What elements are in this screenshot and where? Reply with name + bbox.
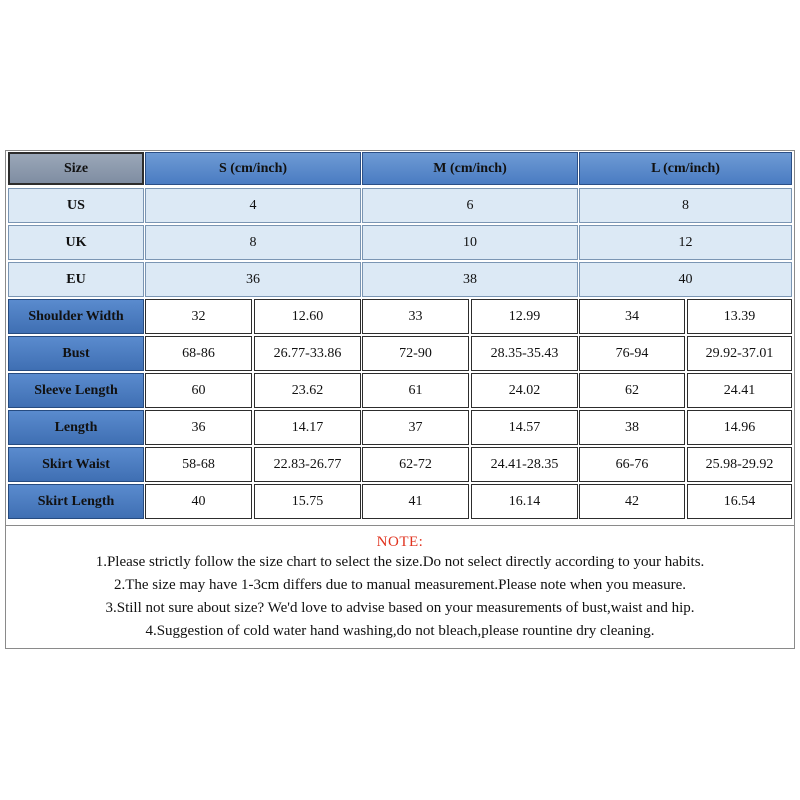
table-cell: 62-72 <box>362 447 469 482</box>
table-cell: 26.77-33.86 <box>254 336 361 371</box>
eu-l: 40 <box>579 262 792 297</box>
table-cell: 24.41-28.35 <box>471 447 578 482</box>
table-cell: 16.54 <box>687 484 792 519</box>
table-cell: 37 <box>362 410 469 445</box>
row-label-shoulder-width: Shoulder Width <box>8 299 144 334</box>
header-m: M (cm/inch) <box>362 152 578 185</box>
table-cell: 33 <box>362 299 469 334</box>
table-cell: 32 <box>145 299 252 334</box>
table-cell: 66-76 <box>579 447 685 482</box>
us-s: 4 <box>145 188 361 223</box>
size-chart <box>5 150 795 649</box>
header-l: L (cm/inch) <box>579 152 792 185</box>
uk-l: 12 <box>579 225 792 260</box>
table-cell: 60 <box>145 373 252 408</box>
header-s: S (cm/inch) <box>145 152 361 185</box>
row-label-sleeve-length: Sleeve Length <box>8 373 144 408</box>
row-label-bust: Bust <box>8 336 144 371</box>
note-line-3: 3.Still not sure about size? We'd love to advise based on your measurements of bust,waist and hip. <box>105 600 695 616</box>
table-cell: 28.35-35.43 <box>471 336 578 371</box>
table-cell: 13.39 <box>687 299 792 334</box>
table-cell: 14.57 <box>471 410 578 445</box>
note-line-1: 1.Please strictly follow the size chart to select the size.Do not select directly according to your habits. <box>95 554 705 570</box>
table-cell: 16.14 <box>471 484 578 519</box>
us-l: 8 <box>579 188 792 223</box>
row-label-length: Length <box>8 410 144 445</box>
table-cell: 23.62 <box>254 373 361 408</box>
table-cell: 12.60 <box>254 299 361 334</box>
note-title: NOTE: <box>376 534 424 550</box>
table-cell: 24.41 <box>687 373 792 408</box>
table-cell: 72-90 <box>362 336 469 371</box>
header-size: Size <box>8 152 144 185</box>
row-label-skirt-waist: Skirt Waist <box>8 447 144 482</box>
row-label-skirt-length: Skirt Length <box>8 484 144 519</box>
table-cell: 41 <box>362 484 469 519</box>
table-cell: 12.99 <box>471 299 578 334</box>
row-label-us: US <box>8 188 144 223</box>
table-cell: 24.02 <box>471 373 578 408</box>
table-cell: 68-86 <box>145 336 252 371</box>
table-cell: 62 <box>579 373 685 408</box>
row-label-eu: EU <box>8 262 144 297</box>
table-cell: 76-94 <box>579 336 685 371</box>
table-cell: 29.92-37.01 <box>687 336 792 371</box>
row-label-uk: UK <box>8 225 144 260</box>
us-m: 6 <box>362 188 578 223</box>
table-cell: 22.83-26.77 <box>254 447 361 482</box>
table-cell: 34 <box>579 299 685 334</box>
table-cell: 15.75 <box>254 484 361 519</box>
table-cell: 61 <box>362 373 469 408</box>
uk-s: 8 <box>145 225 361 260</box>
note-line-2: 2.The size may have 1-3cm differs due to manual measurement.Please note when you measure. <box>113 577 687 593</box>
table-cell: 42 <box>579 484 685 519</box>
table-cell: 14.17 <box>254 410 361 445</box>
table-cell: 40 <box>145 484 252 519</box>
uk-m: 10 <box>362 225 578 260</box>
eu-s: 36 <box>145 262 361 297</box>
table-cell: 58-68 <box>145 447 252 482</box>
table-cell: 14.96 <box>687 410 792 445</box>
notes-panel <box>6 525 794 649</box>
table-cell: 25.98-29.92 <box>687 447 792 482</box>
table-cell: 36 <box>145 410 252 445</box>
eu-m: 38 <box>362 262 578 297</box>
note-line-4: 4.Suggestion of cold water hand washing,do not bleach,please rountine dry cleaning. <box>145 623 655 639</box>
table-cell: 38 <box>579 410 685 445</box>
